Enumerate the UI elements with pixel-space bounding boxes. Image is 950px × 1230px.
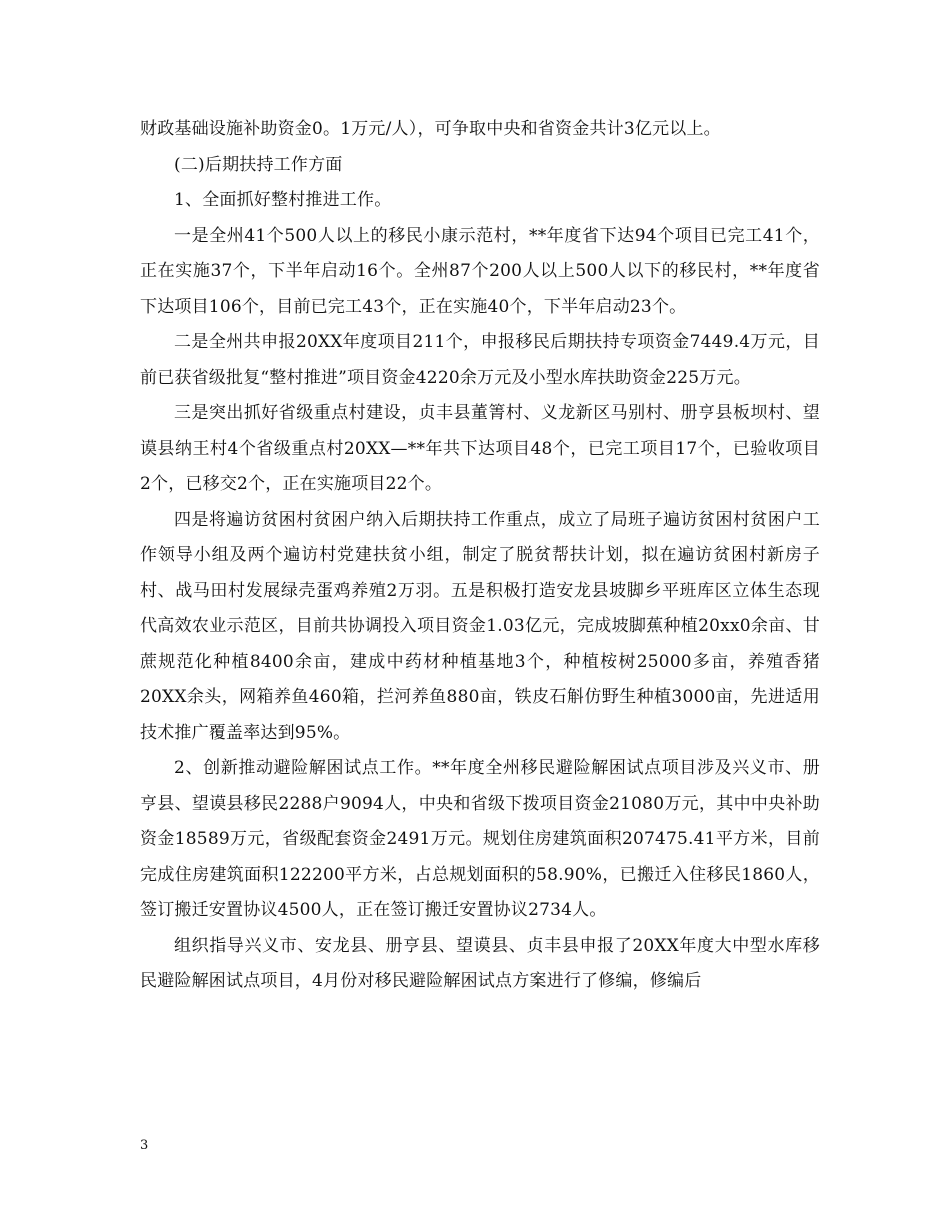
paragraph-point-two: 二是全州共申报20XX年度项目211个，申报移民后期扶持专项资金7449.4万元，目前已获省级批复“整村推进”项目资金4220余万元及小型水库扶助资金225万元。 (140, 332, 820, 388)
paragraph-continuation: 财政基础设施补助资金0。1万元/人），可争取中央和省资金共计3亿元以上。 (140, 119, 721, 139)
paragraph-organize-guidance: 组织指导兴义市、安龙县、册亨县、望谟县、贞丰县申报了20XX年度大中型水库移民避险解困试点项目，4月份对移民避险解困试点方案进行了修编，修编后 (140, 935, 820, 991)
paragraph-point-one: 一是全州41个500人以上的移民小康示范村，**年度省下达94个项目已完工41个，正在实施37个，下半年启动16个。全州87个200人以上500人以下的移民村，**年度省下达项目106个，目前已完工43个，正在实施40个，下半年启动23个。 (140, 225, 820, 317)
subheading-village-advancement: 1、全面抓好整村推进工作。 (174, 190, 392, 210)
paragraph-risk-relief-pilot: 2、创新推动避险解困试点工作。**年度全州移民避险解困试点项目涉及兴义市、册亨县、望谟县移民2288户9094人，中央和省级下拨项目资金21080万元，其中中央补助资金18589万元，省级配套资金2491万元。规划住房建筑面积207475.41平方米，目前完成住房建筑面积122200平方米，占总规划面积的58.90%，已搬迁入住移民1860人，签订搬迁安置协议4500人，正在签订搬迁安置协议2734人。 (140, 758, 820, 920)
paragraph-point-four-five: 四是将遍访贫困村贫困户纳入后期扶持工作重点，成立了局班子遍访贫困村贫困户工作领导小组及两个遍访村党建扶贫小组，制定了脱贫帮扶计划，拟在遍访贫困村新房子村、战马田村发展绿壳蛋鸡养殖2万羽。五是积极打造安龙县坡脚乡平班库区立体生态现代高效农业示范区，目前共协调投入项目资金1.03亿元，完成坡脚蕉种植20xx0余亩、甘蔗规范化种植8400余亩，建成中药材种植基地3个，种植桉树25000多亩，养殖香猪20XX余头，网箱养鱼460箱，拦河养鱼880亩，铁皮石斛仿野生种植3000亩，先进适用技术推广覆盖率达到95%。 (140, 509, 820, 743)
body-text (140, 112, 820, 1000)
section-heading-post-support: (二)后期扶持工作方面 (174, 154, 343, 175)
page-number: 3 (140, 1138, 149, 1153)
paragraph-point-three: 三是突出抓好省级重点村建设，贞丰县董箐村、义龙新区马别村、册亨县板坝村、望谟县纳王村4个省级重点村20XX—**年共下达项目48个，已完工项目17个，已验收项目2个，已移交2个，正在实施项目22个。 (140, 403, 820, 494)
